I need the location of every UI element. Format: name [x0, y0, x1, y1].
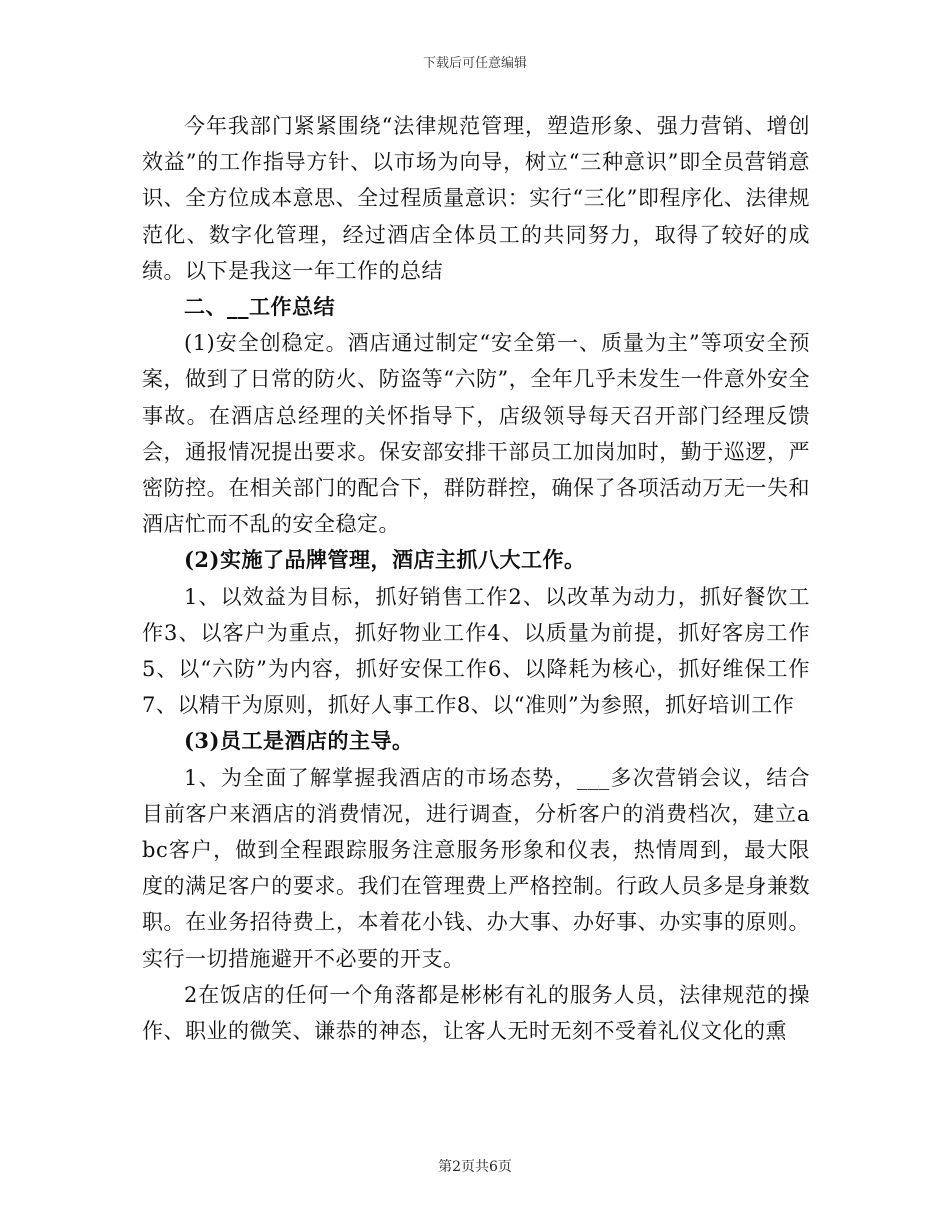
section-heading-work-summary: 二、__工作总结 — [184, 294, 335, 320]
page-number: 第2页共6页 — [438, 1159, 512, 1175]
market-paragraph: 1、为全面了解掌握我酒店的市场态势，___多次营销会议，结合目前客户来酒店的消费情况，进行调查，分析客户的消费档次，建立abc客户，做到全程跟踪服务注意服务形象和仪表，热情周到，最大限度的满足客户的要求。我们在管理费上严格控制。行政人员多是身兼数职。在业务招待费上，本着花小钱、办大事、办好事、办实事的原则。实行一切措施避开不必要的开支。 — [142, 765, 810, 971]
document-body — [142, 108, 810, 1049]
intro-paragraph: 今年我部门紧紧围绕“法律规范管理，塑造形象、强力营销、增创效益”的工作指导方针、以市场为向导，树立“三种意识”即全员营销意识、全方位成本意思、全过程质量意识：实行“三化”即程序化、法律规范化、数字化管理，经过酒店全体员工的共同努力，取得了较好的成绩。以下是我这一年工作的总结 — [142, 114, 810, 283]
subheading-staff: (3)员工是酒店的主导。 — [184, 728, 414, 754]
service-paragraph: 2在饭店的任何一个角落都是彬彬有礼的服务人员，法律规范的操作、职业的微笑、谦恭的神态，让客人无时无刻不受着礼仪文化的熏 — [142, 982, 810, 1044]
safety-paragraph: (1)安全创稳定。酒店通过制定“安全第一、质量为主”等项安全预案，做到了日常的防火、防盗等“六防”，全年几乎未发生一件意外安全事故。在酒店总经理的关怀指导下，店级领导每天召开部门经理反馈会，通报情况提出要求。保安部安排干部员工加岗加时，勤于巡逻，严密防控。在相关部门的配合下，群防群控，确保了各项活动万无一失和酒店忙而不乱的安全稳定。 — [142, 331, 810, 537]
eight-tasks-paragraph: 1、以效益为目标，抓好销售工作2、以改革为动力，抓好餐饮工作3、以客户为重点，抓好物业工作4、以质量为前提，抓好客房工作5、以“六防”为内容，抓好安保工作6、以降耗为核心，抓好维保工作7、以精干为原则，抓好人事工作8、以“准则”为参照，抓好培训工作 — [142, 584, 810, 718]
page-header-note: 下载后可任意编辑 — [422, 56, 527, 71]
subheading-brand-management: (2)实施了品牌管理，酒店主抓八大工作。 — [184, 547, 586, 573]
